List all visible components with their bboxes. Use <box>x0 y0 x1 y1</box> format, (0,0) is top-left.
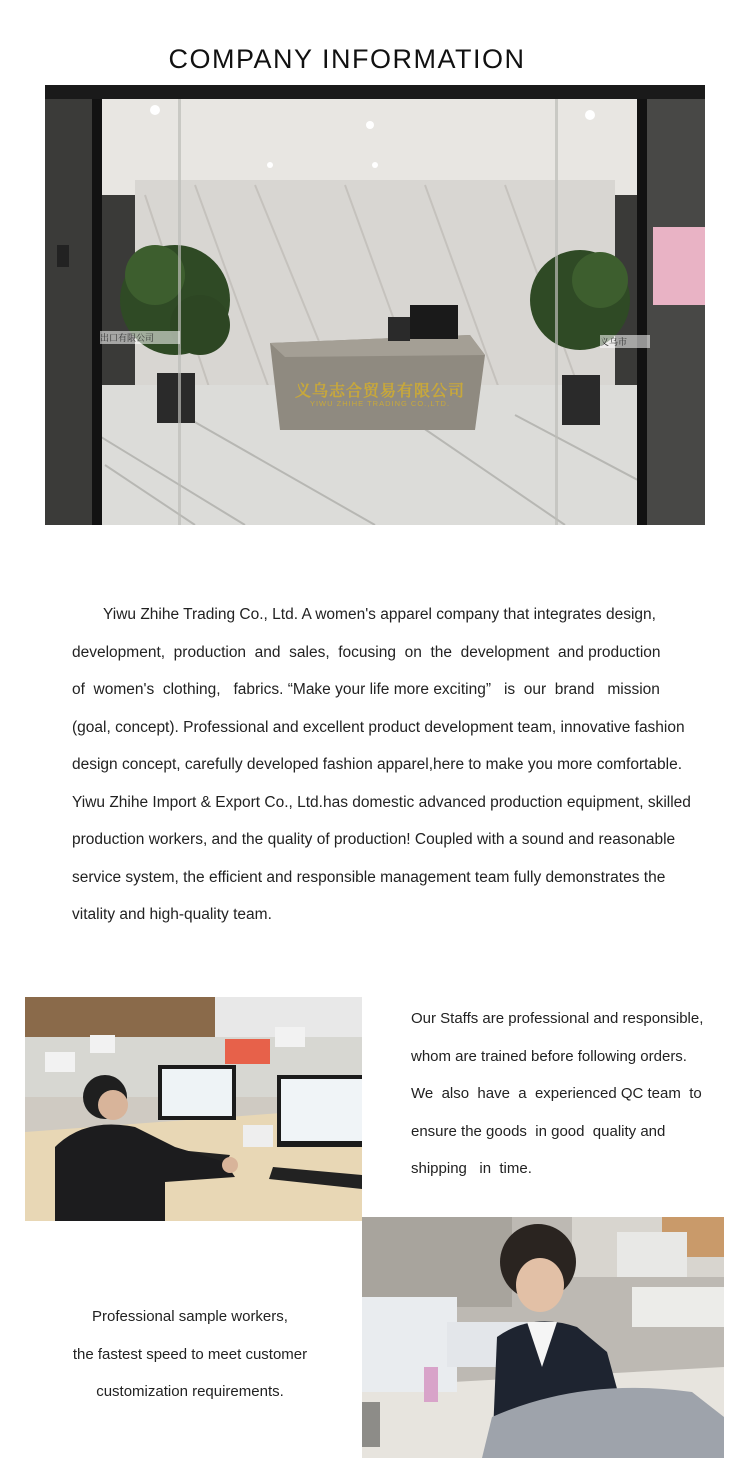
intro-line: Yiwu Zhihe Trading Co., Ltd. A women's apparel company that integrates design, <box>103 606 656 623</box>
page-title: COMPANY INFORMATION <box>168 44 526 75</box>
door-left-label: 出口有限公司 <box>100 331 180 344</box>
staff-line: shipping in time. <box>411 1160 532 1177</box>
intro-line: Yiwu Zhihe Import & Export Co., Ltd.has domestic advanced production equipment, skilled <box>72 793 691 811</box>
door-right-label: 义乌市 <box>600 335 650 348</box>
intro-line: of women's clothing, fabrics. “Make your life more exciting” is our brand mission <box>72 681 660 698</box>
sample-line: the fastest speed to meet customer <box>72 1345 308 1363</box>
intro-line: production workers, and the quality of production! Coupled with a sound and reasonable <box>72 831 676 848</box>
sample-workers-description <box>40 1298 340 1411</box>
office-reception-photo <box>45 85 705 525</box>
staff-description <box>411 1000 711 1188</box>
sewing-worker-photo <box>362 1217 724 1458</box>
company-intro-paragraph <box>72 596 702 934</box>
office-staff-photo <box>25 997 362 1221</box>
staff-line: We also have a experienced QC team to <box>411 1085 702 1102</box>
sample-line: customization requirements. <box>96 1383 284 1400</box>
intro-line: vitality and high-quality team. <box>72 906 272 923</box>
intro-line: development, production and sales, focusing on the development and production <box>72 643 661 661</box>
intro-line: service system, the efficient and responsible management team fully demonstrates the <box>72 868 666 886</box>
staff-line: ensure the goods in good quality and <box>411 1122 666 1140</box>
intro-line: design concept, carefully developed fashion apparel,here to make you more comfortable. <box>72 756 683 773</box>
staff-line: Our Staffs are professional and responsible, <box>411 1010 704 1027</box>
intro-line: (goal, concept). Professional and excellent product development team, innovative fashion <box>72 718 685 736</box>
reception-sign-chinese: 义乌志合贸易有限公司 <box>294 383 465 400</box>
staff-line: whom are trained before following orders. <box>411 1047 687 1065</box>
sample-line: Professional sample workers, <box>92 1308 288 1325</box>
reception-sign-english: YIWU ZHIHE TRADING CO.,LTD. <box>309 399 451 408</box>
